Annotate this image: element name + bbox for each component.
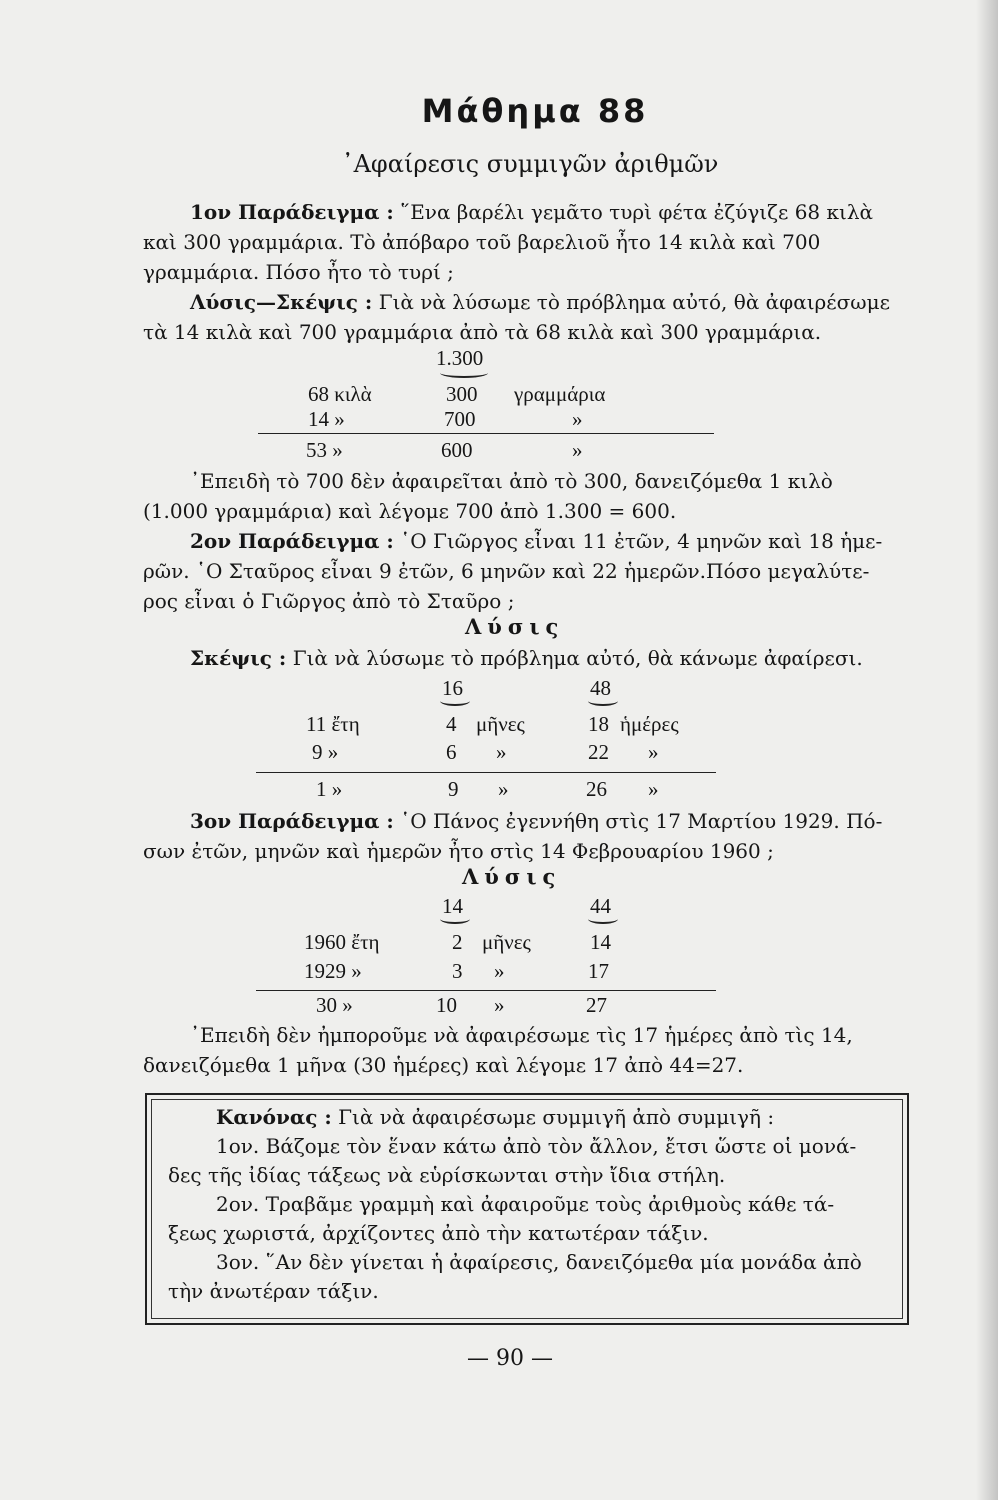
calc3-result-days: 27 [586,993,607,1017]
calc3-carry-months: 14 [442,894,463,918]
example3-line1 [190,806,882,836]
example1-solution-line1 [190,287,890,317]
calc1-row1-kilos: 68 κιλὰ [308,382,372,406]
rule-intro-text: Γιὰ νὰ ἀφαιρέσωμε συμμιγῆ ἀπὸ συμμιγῆ : [338,1105,775,1129]
solution-text: Γιὰ νὰ λύσωμε τὸ πρόβλημα αὐτό, θὰ ἀφαιρέσωμε [378,290,890,314]
example3-line2: σων ἐτῶν, μηνῶν καὶ ἡμερῶν ἦτο στὶς 14 Φεβρουαρίου 1960 ; [143,839,774,863]
calc3-days-brace [588,914,618,924]
calc3-result-months-unit: » [494,993,505,1017]
rule-step2-line1: 2ον. Τραβᾶμε γραμμὴ καὶ ἀφαιροῦμε τοὺς ἀριθμοὺς κάθε τά- [216,1192,835,1216]
calc1-result-unit: » [572,438,583,462]
example1-explanation2: (1.000 γραμμάρια) καὶ λέγομε 700 ἀπὸ 1.300 = 600. [143,499,677,523]
example1-label: 1ον Παράδειγμα : [190,200,394,224]
example3-solution-heading: Λύσις [462,864,562,889]
calc3-result-years: 30 » [316,993,353,1017]
example3-explanation2: δανειζόμεθα 1 μῆνα (30 ἡμέρες) καὶ λέγομε 17 ἀπὸ 44=27. [143,1053,744,1077]
calc1-row1-unit: γραμμάρια [514,382,606,406]
calc1-row2-grams: 700 [444,407,476,431]
calc3-row2-months: 3 [452,959,463,983]
calc2-row1-days-unit: ἡμέρες [620,712,679,736]
example1-line1 [190,197,873,227]
calc3-row1-months: 2 [452,930,463,954]
calc2-months-brace [440,696,470,706]
example3-label: 3ον Παράδειγμα : [190,809,394,833]
rule-step3-line2: τὴν ἀνωτέραν τάξιν. [168,1279,379,1303]
think-text: Γιὰ νὰ λύσωμε τὸ πρόβλημα αὐτό, θὰ κάνωμε ἀφαίρεσι. [292,646,863,670]
calc3-result-months: 10 [436,993,457,1017]
calc2-row2-months: 6 [446,740,457,764]
example2-solution-heading: Λύσις [465,614,565,639]
think-label: Σκέψις : [190,646,287,670]
calc2-row1-years: 11 ἔτη [306,712,360,736]
example3-explanation1: ᾿Επειδὴ δὲν ἠμποροῦμε νὰ ἀφαιρέσωμε τὶς 17 ἡμέρες ἀπὸ τὶς 14, [190,1023,853,1047]
calc1-result-kilos: 53 » [306,438,343,462]
rule-step3-line1: 3ον. ῞Αν δὲν γίνεται ἡ ἀφαίρεσις, δανειζόμεθα μία μονάδα ἀπὸ [216,1250,862,1274]
rule-intro [216,1102,774,1132]
calc2-result-months: 9 [448,777,459,801]
calc3-row2-years: 1929 » [304,959,362,983]
example2-line3: ρος εἶναι ὁ Γιῶργος ἀπὸ τὸ Σταῦρο ; [143,589,515,613]
calc3-row2-months-unit: » [494,959,505,983]
calc1-result-grams: 600 [441,438,473,462]
calc2-result-days: 26 [586,777,607,801]
example2-line1 [190,526,882,556]
example1-explanation1: ᾿Επειδὴ τὸ 700 δὲν ἀφαιρεῖται ἀπὸ τὸ 300, δανειζόμεθα 1 κιλὸ [190,469,833,493]
calc2-row2-months-unit: » [496,740,507,764]
calc2-result-days-unit: » [648,777,659,801]
calc2-row2-days: 22 [588,740,609,764]
calc2-carry-days: 48 [590,676,611,700]
example1-solution-line2: τὰ 14 κιλὰ καὶ 700 γραμμάρια ἀπὸ τὰ 68 κιλὰ καὶ 300 γραμμάρια. [143,320,822,344]
calc2-row2-days-unit: » [648,740,659,764]
example2-think-line [190,643,863,673]
calc3-row1-years: 1960 ἔτη [304,930,380,954]
example1-text: ῞Ενα βαρέλι γεμᾶτο τυρὶ φέτα ἐζύγιζε 68 κιλὰ [400,200,874,224]
calc2-row1-days: 18 [588,712,609,736]
calc1-carry: 1.300 [436,346,484,370]
rule-label: Κανόνας : [216,1105,332,1129]
calc1-row1-grams: 300 [446,382,478,406]
example2-label: 2ον Παράδειγμα : [190,529,394,553]
rule-step2-line2: ξεως χωριστά, ἀρχίζοντες ἀπὸ τὴν κατωτέραν τάξιν. [168,1221,709,1245]
calc1-row2-kilos: 14 » [308,407,345,431]
lesson-subtitle: ᾿Αφαίρεσις συμμιγῶν ἀριθμῶν [341,150,719,178]
lesson-title: Μάθημα 88 [421,92,649,130]
example3-text: ῾Ο Πάνος ἐγεννήθη στὶς 17 Μαρτίου 1929. Πό- [400,809,883,833]
calc3-row2-days: 17 [588,959,609,983]
calc3-carry-days: 44 [590,894,611,918]
calc2-rule [256,772,716,773]
calc3-row1-months-unit: μῆνες [482,930,531,954]
calc2-days-brace [588,696,618,706]
calc3-rule [256,990,716,991]
calc3-months-brace [440,914,470,924]
calc1-carry-brace [440,368,488,378]
calc2-result-years: 1 » [316,777,343,801]
calc1-row2-unit: » [572,407,583,431]
rule-step1-line1: 1ον. Βάζομε τὸν ἕναν κάτω ἀπὸ τὸν ἄλλον, ἔτσι ὥστε οἱ μονά- [216,1134,857,1158]
page-number: — 90 — [467,1346,553,1371]
example1-line2: καὶ 300 γραμμάρια. Τὸ ἀπόβαρο τοῦ βαρελιοῦ ἦτο 14 κιλὰ καὶ 700 [143,230,821,254]
example1-line3: γραμμάρια. Πόσο ἦτο τὸ τυρί ; [143,260,454,284]
calc2-result-months-unit: » [498,777,509,801]
calc2-row2-years: 9 » [312,740,339,764]
calc2-row1-months-unit: μῆνες [476,712,525,736]
calc3-row1-days: 14 [590,930,611,954]
rule-step1-line2: δες τῆς ἰδίας τάξεως νὰ εὑρίσκωνται στὴν ἴδια στήλη. [168,1163,726,1187]
calc2-carry-months: 16 [442,676,463,700]
solution-label: Λύσις—Σκέψις : [190,290,373,314]
example2-line2: ρῶν. ῾Ο Σταῦρος εἶναι 9 ἐτῶν, 6 μηνῶν καὶ 22 ἡμερῶν.Πόσο μεγαλύτε- [143,559,870,583]
calc2-row1-months: 4 [446,712,457,736]
calc1-rule [258,433,714,434]
example2-text: ῾Ο Γιῶργος εἶναι 11 ἐτῶν, 4 μηνῶν καὶ 18 ἡμε- [400,529,883,553]
